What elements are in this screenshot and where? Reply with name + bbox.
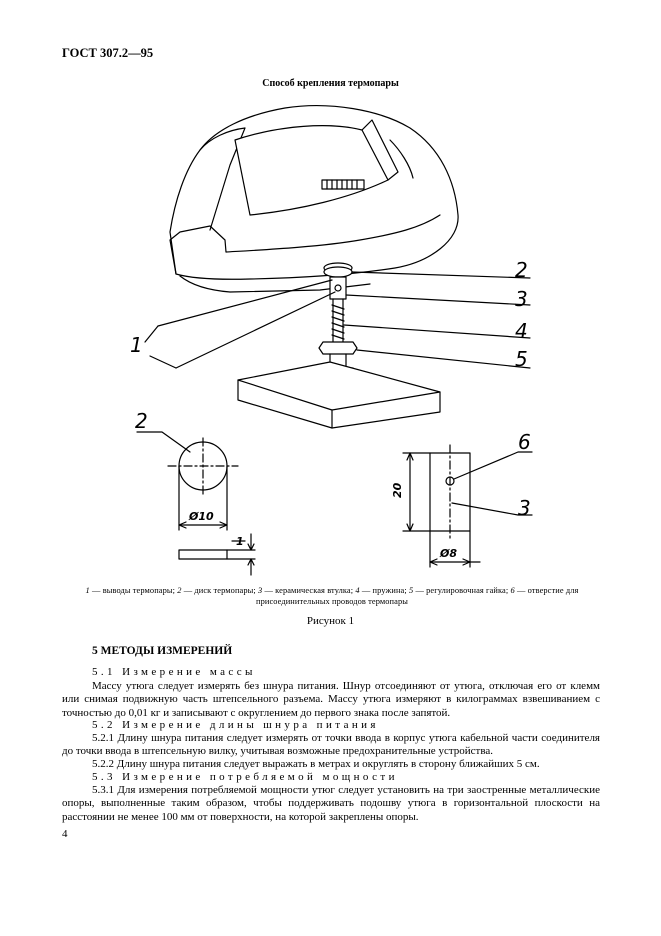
subsection-5-2-title: 5.2 Измерение длины шнура питания — [92, 719, 379, 731]
detail-callout-3: 3 — [518, 496, 531, 520]
figure-title: Способ крепления термопары — [262, 78, 399, 89]
detail-callout-2: 2 — [135, 409, 148, 433]
document-header: ГОСТ 307.2—95 — [62, 46, 154, 60]
base-block — [238, 362, 440, 428]
iron-illustration — [170, 106, 458, 292]
subsection-5-1-text: Массу утюга следует измерять без шнура питания. Шнур отсоединяют от утюга, отключая его от клемм или снимая подвижную часть штепсельного разъема. Массу утюга измеряют в килограммах взвешиванием с точностью до 0,01 кг и записывают с округлением до первого знака после запятой. — [62, 680, 600, 719]
figure-caption: 1 — выводы термопары; 2 — диск термопары; 3 — керамическая втулка; 4 — пружина; 5 — регулировочная гайка; 6 — отверстие для присоединительных проводов термопары — [85, 586, 579, 606]
callout-4: 4 — [515, 319, 528, 343]
subsection-5-2-1-text: 5.2.1 Длину шнура питания следует измерять от точки ввода в корпус утюга кабельной части соединителя до точки ввода в штепсельную вилку, учитывая возможные предохранительные устройства. — [62, 732, 600, 758]
page-number: 4 — [62, 828, 68, 840]
sleeve-detail — [403, 445, 532, 567]
dim-sleeve-diameter: Ø8 — [440, 547, 458, 560]
callout-2: 2 — [515, 258, 528, 282]
dim-disc-diameter: Ø10 — [189, 510, 214, 523]
subsection-5-2-2-text: 5.2.2 Длину шнура питания следует выражать в метрах и округлять в сторону ближайших 5 см. — [92, 758, 540, 770]
callout-5: 5 — [515, 347, 528, 371]
subsection-5-3-1-text: 5.3.1 Для измерения потребляемой мощности утюг следует установить на три заостренные металлические опоры, выполненные таким образом, чтобы поддерживать подошву утюга в горизонтальной плоскости на расстоянии не менее 100 мм от поверхности, на которой закреплены опоры. — [62, 784, 600, 823]
figure-number: Рисунок 1 — [306, 615, 355, 627]
dim-disc-thickness: 1 — [236, 535, 244, 548]
section-heading: 5 МЕТОДЫ ИЗМЕРЕНИЙ — [92, 645, 233, 657]
callout-1: 1 — [130, 333, 143, 357]
subsection-5-1-title: 5.1 Измерение массы — [92, 666, 256, 678]
detail-callout-6: 6 — [518, 430, 531, 454]
dim-sleeve-height: 20 — [391, 482, 404, 498]
disc-detail — [137, 432, 255, 575]
callout-3: 3 — [515, 287, 528, 311]
subsection-5-3-title: 5.3 Измерение потребляемой мощности — [92, 771, 398, 783]
